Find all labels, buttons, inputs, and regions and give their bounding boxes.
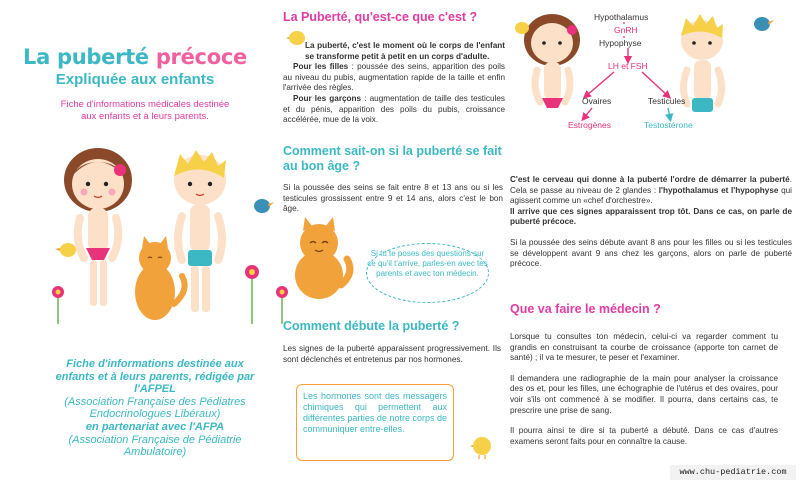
section4-p1-bold2: l'hypothalamus et l'hypophyse xyxy=(658,185,779,195)
label-ovaires: Ovaires xyxy=(582,96,612,106)
boy-figure xyxy=(681,14,723,112)
section3-text: Les signes de la puberté apparaissent progressivement. Ils sont déclenchés et entretenus par nos hormones. xyxy=(283,344,501,364)
cat-illustration xyxy=(283,215,355,300)
speech-bubble: Si tu te poses des questions sur ce qu'il t'arrive, parles-en avec tes parents et avec ton médecin. xyxy=(366,243,489,303)
label-testicules: Testicules xyxy=(648,96,686,106)
section4-body xyxy=(510,175,792,270)
footer-url: www.chu-pediatrie.com xyxy=(670,465,796,480)
credits-line2: (Association Française des Pédiatres Endocrinologues Libéraux) xyxy=(64,395,246,421)
label-estrogenes: Estrogènes xyxy=(568,120,611,130)
girls-label: Pour les filles xyxy=(293,62,349,72)
label-gnrh: GnRH xyxy=(614,25,638,35)
credits-block xyxy=(55,358,255,459)
page-title xyxy=(0,45,270,69)
section1-body xyxy=(283,41,505,126)
hormone-diagram xyxy=(510,8,790,138)
credits-line1: Fiche d'informations destinée aux enfants et à leurs parents, rédigée par l'AFPEL xyxy=(55,358,255,396)
credits-line3: en partenariat avec l'AFPA xyxy=(85,420,225,433)
section5-p2: Il demandera une radiographie de la main pour analyser la croissance des os et, pour les filles, une échographie de l'utérus et des ovaires, pour voir s'ils ont commencé à se modifier. Il pourra, dans certains cas, te prescrire une prise de sang. xyxy=(510,373,778,415)
chick-icon xyxy=(470,432,494,460)
title-part2: précoce xyxy=(155,45,247,69)
section5-p3: Il pourra ainsi te dire si ta puberté a débuté. Dans ce cas d'autres examens seront faits pour en connaître la cause. xyxy=(510,426,778,446)
chick-icon xyxy=(55,243,76,257)
children-and-cat-illustration xyxy=(50,140,290,330)
hormones-box: Les hormones sont des messagers chimiques qui permettent aux différentes parties de notre corps de communiquer entre-elles. xyxy=(296,384,454,461)
section1-intro: La puberté, c'est le moment où le corps de l'enfant se transforme petit à petit en un corps d'adulte. xyxy=(305,41,505,61)
bird-icon xyxy=(754,17,774,31)
boys-label: Pour les garçons xyxy=(293,93,362,103)
tagline: Fiche d'informations médicales destinée aux enfants et à leurs parents. xyxy=(60,99,230,122)
section2-heading: Comment sait-on si la puberté se fait au bon âge ? xyxy=(283,144,502,173)
section2-text: Si la poussée des seins se fait entre 8 et 13 ans ou si les testicules grossissent entre 9 et 14 ans, alors c'est le bon âge. xyxy=(283,183,503,214)
label-hypothalamus: Hypothalamus xyxy=(594,12,649,22)
girl-figure xyxy=(524,14,580,108)
girl-figure xyxy=(64,148,132,306)
section5-body xyxy=(510,332,778,447)
label-lh-fsh: LH et FSH xyxy=(608,61,648,71)
cover-column xyxy=(0,0,270,484)
label-testosterone: Testostérone xyxy=(644,120,693,130)
section5-p1: Lorsque tu consultes ton médecin, celui-ci va regarder comment tu grandis en construisant ta courbe de croissance (apporte ton carnet de santé) ; il va te mesurer, te peser et l'examiner. xyxy=(510,332,778,363)
section1-heading: La Puberté, qu'est-ce que c'est ? xyxy=(283,10,478,24)
bird-icon xyxy=(254,199,274,213)
boys-text: : augmentation de taille des testicules et du pénis, apparition des poils du pubis, croissance accélérée, mue de la voix. xyxy=(283,93,505,125)
section4-p2: Il arrive que ces signes apparaissent trop tôt. Dans ce cas, on parle de puberté précoce. xyxy=(510,206,792,227)
chick-icon xyxy=(515,22,529,34)
section4-p1-bold: C'est le cerveau qui donne à la puberté l'ordre de démarrer la puberté xyxy=(510,175,790,184)
label-hypophyse: Hypophyse xyxy=(599,38,642,48)
page-subtitle: Expliquée aux enfants xyxy=(55,71,215,88)
section4-p1-text: . Cela se passe au niveau de 2 glandes : xyxy=(510,175,792,195)
credits-line4: (Association Française de Pédiatrie Ambulatoire) xyxy=(68,433,242,459)
section5-heading: Que va faire le médecin ? xyxy=(510,302,661,316)
title-part1: La puberté xyxy=(23,45,149,69)
section4-p1-text2: qui agissent comme un «chef d'orchestre». xyxy=(510,185,792,206)
girls-text: : poussée des seins, apparition des poils au niveau du pubis, augmentation rapide de la taille et enfin l'arrivée des règles. xyxy=(283,62,505,93)
section4-p3: Si la poussée des seins débute avant 8 ans pour les filles ou si les testicules se développent avant 9 ans chez les garçons, alors on parle de puberté précoce. xyxy=(510,237,792,269)
section3-heading: Comment débute la puberté ? xyxy=(283,319,460,333)
